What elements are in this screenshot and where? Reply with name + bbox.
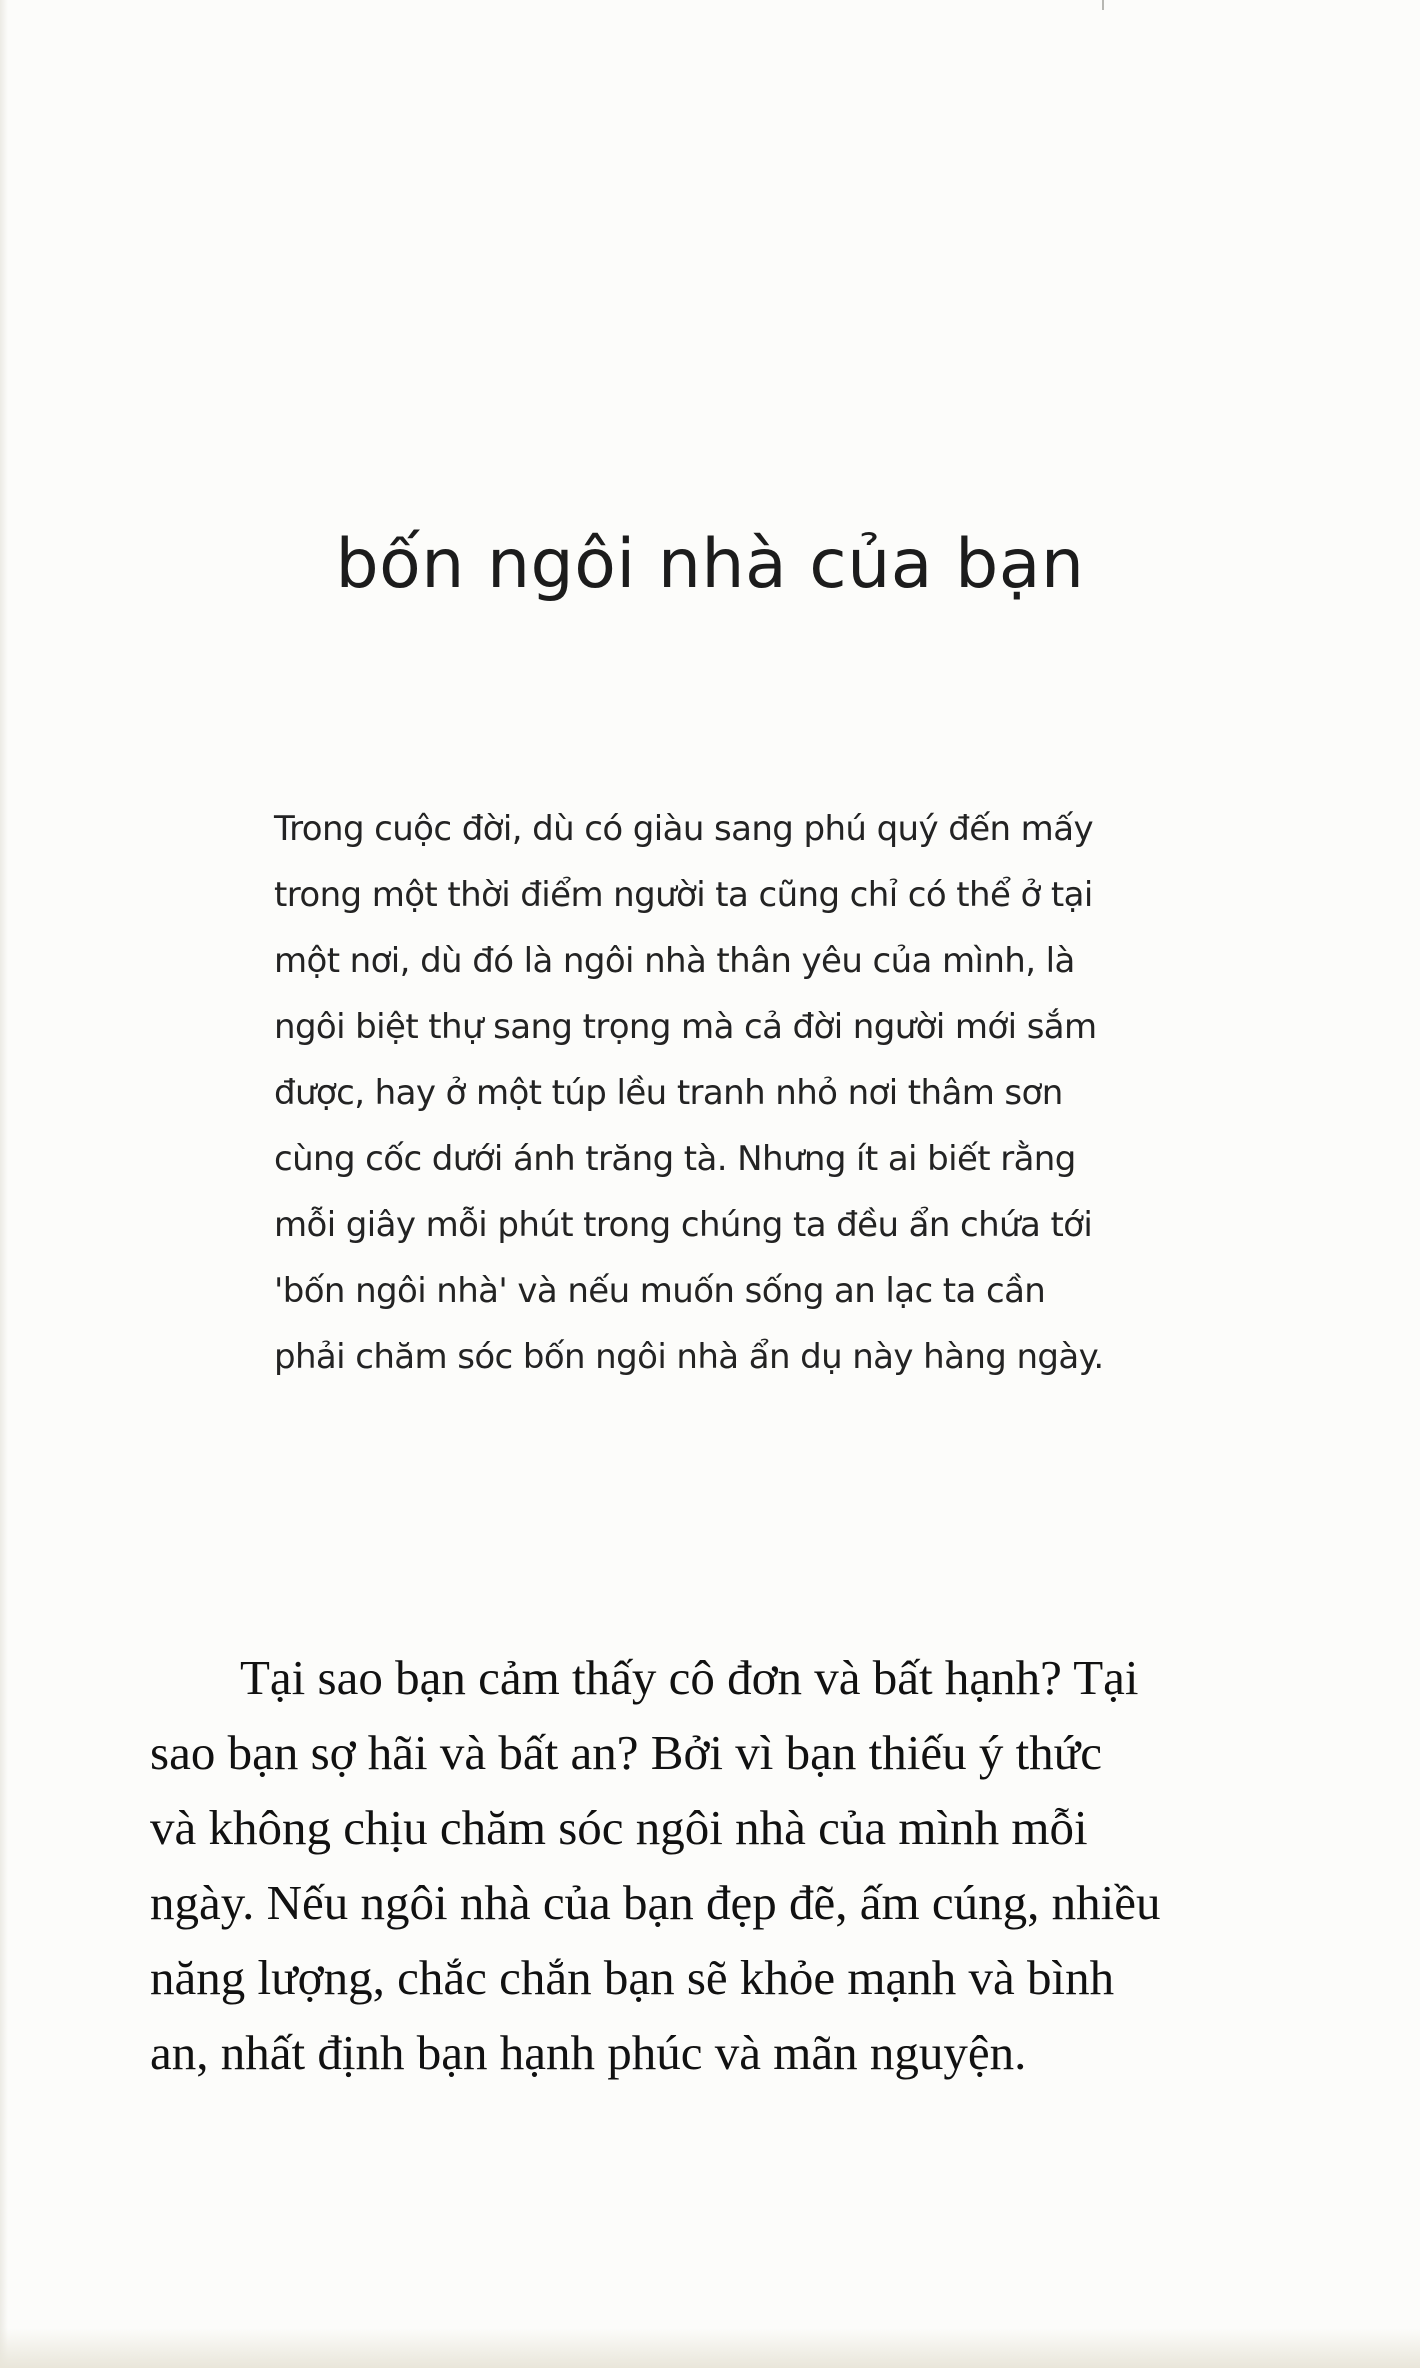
body-line: ngày. Nếu ngôi nhà của bạn đẹp đẽ, ấm cúng, nhiều: [150, 1875, 1161, 1930]
intro-line: trong một thời điểm người ta cũng chỉ có thể ở tại: [274, 875, 1093, 915]
intro-line: mỗi giây mỗi phút trong chúng ta đều ẩn chứa tới: [274, 1205, 1093, 1245]
page-bottom-edge: [0, 2328, 1420, 2368]
intro-line: 'bốn ngôi nhà' và nếu muốn sống an lạc ta cần: [274, 1271, 1046, 1311]
body-line: năng lượng, chắc chắn bạn sẽ khỏe mạnh và bình: [150, 1950, 1115, 2005]
body-line: Tại sao bạn cảm thấy cô đơn và bất hạnh? Tại: [240, 1650, 1139, 1705]
body-paragraph: [150, 1640, 1250, 2090]
intro-line: cùng cốc dưới ánh trăng tà. Nhưng ít ai biết rằng: [274, 1139, 1076, 1179]
intro-line: phải chăm sóc bốn ngôi nhà ẩn dụ này hàng ngày.: [274, 1337, 1104, 1377]
intro-paragraph: [274, 796, 1134, 1390]
intro-line: ngôi biệt thự sang trọng mà cả đời người mới sắm: [274, 1007, 1097, 1047]
body-line: an, nhất định bạn hạnh phúc và mãn nguyện.: [150, 2025, 1027, 2080]
page-top-mark: [1102, 0, 1104, 10]
body-line: và không chịu chăm sóc ngôi nhà của mình mỗi: [150, 1800, 1088, 1855]
chapter-title: bốn ngôi nhà của bạn: [335, 525, 1085, 604]
body-line: sao bạn sợ hãi và bất an? Bởi vì bạn thiếu ý thức: [150, 1725, 1102, 1780]
intro-line: được, hay ở một túp lều tranh nhỏ nơi thâm sơn: [274, 1073, 1063, 1113]
intro-line: một nơi, dù đó là ngôi nhà thân yêu của mình, là: [274, 941, 1075, 981]
intro-line: Trong cuộc đời, dù có giàu sang phú quý đến mấy: [274, 809, 1093, 849]
page-left-edge: [0, 0, 8, 2368]
